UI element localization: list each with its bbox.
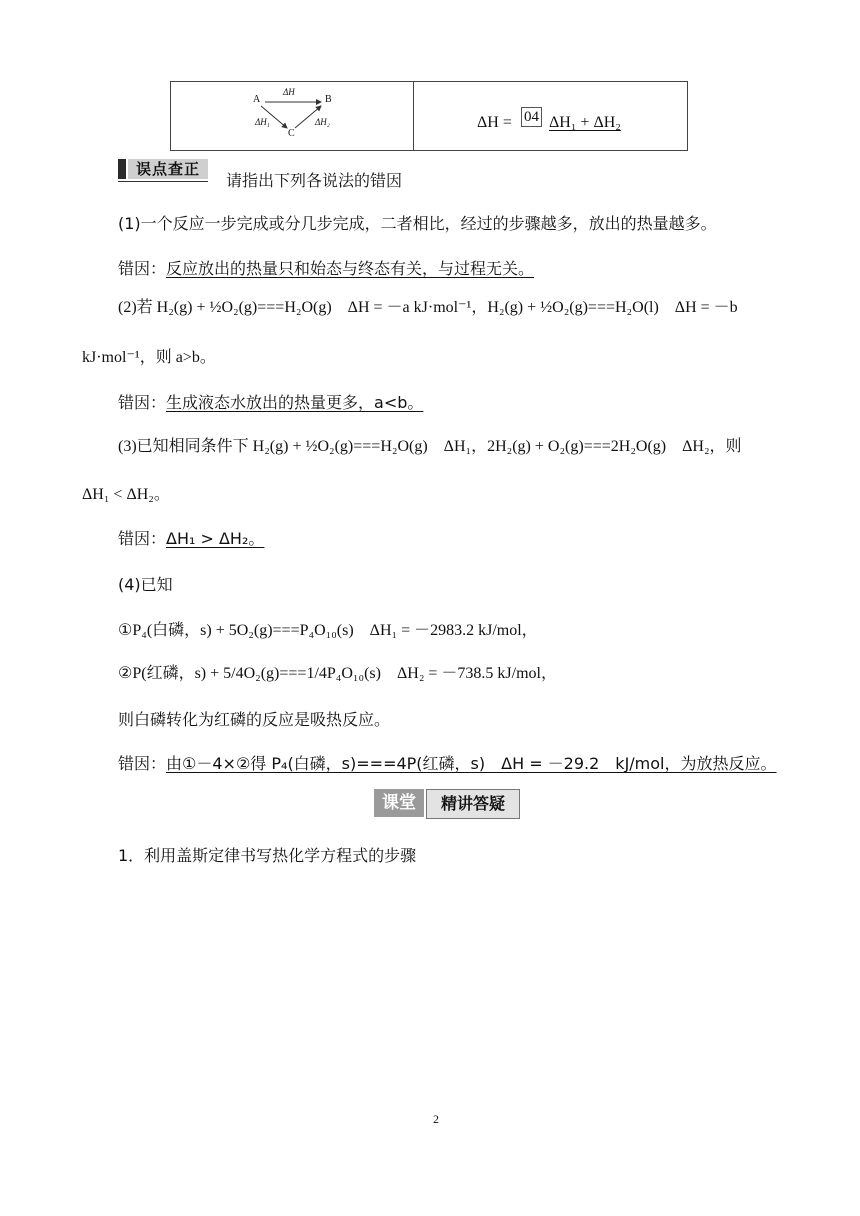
table-divider: [413, 82, 414, 150]
error-text: 反应放出的热量只和始态与终态有关，与过程无关。: [166, 259, 535, 278]
question-4-title: (4)已知: [118, 575, 173, 594]
question-4-eq-2: ②P(红磷，s) + 5/4O₂(g)===1/4P₄O₁₀(s) ΔH₂ = －738.5 kJ/mol，: [118, 665, 557, 682]
diagram-label-top: ΔH: [283, 87, 295, 97]
question-3-line-2: ΔH₁ < ΔH₂。: [82, 486, 170, 503]
section-heading: 1．利用盖斯定律书写热化学方程式的步骤: [118, 846, 417, 865]
banner-bar: [118, 159, 126, 179]
question-3-error: [118, 526, 264, 549]
error-label: 错因：: [118, 259, 167, 278]
error-label: 错因：: [118, 393, 167, 412]
question-4-claim: 则白磷转化为红磷的反应是吸热反应。: [118, 710, 391, 729]
error-label: 错因：: [118, 529, 167, 548]
error-label: 错因：: [118, 754, 167, 773]
hess-law-table: [170, 81, 688, 151]
lecture-banner: [374, 789, 520, 821]
question-2-line-2: kJ·mol⁻¹，则 a>b。: [82, 349, 216, 366]
question-3-line-1: (3)已知相同条件下 H₂(g) + ½O₂(g)===H₂O(g) ΔH₁，2H₂(g) + O₂(g)===2H₂O(g) ΔH₂，则: [118, 438, 742, 455]
banner-title: 请指出下列各说法的错因: [226, 171, 403, 190]
page-number: 2: [433, 1112, 439, 1126]
banner-label: 误点查正: [128, 159, 208, 179]
answer-box: 04: [521, 107, 542, 127]
error-check-banner: [118, 157, 208, 181]
error-text: ΔH₁ > ΔH₂。: [166, 529, 265, 548]
question-4-error: [118, 751, 777, 774]
question-2-error: [118, 390, 423, 413]
question-1-error: [118, 256, 534, 279]
question-2-line-1: (2)若 H₂(g) + ½O₂(g)===H₂O(g) ΔH = －a kJ·mol⁻¹，H₂(g) + ½O₂(g)===H₂O(l) ΔH = －b: [118, 299, 738, 316]
diagram-node-c: C: [288, 128, 295, 139]
banner-rule: [118, 181, 208, 182]
diagram-label-right: ΔH₂: [315, 117, 330, 127]
banner-left: 课堂: [374, 789, 424, 817]
diagram-label-left: ΔH₁: [255, 117, 270, 127]
question-4-eq-1: ①P₄(白磷，s) + 5O₂(g)===P₄O₁₀(s) ΔH₁ = －2983.2 kJ/mol，: [118, 622, 538, 639]
formula-rhs: ΔH₁ + ΔH₂: [549, 114, 621, 131]
banner-right: 精讲答疑: [426, 789, 520, 819]
diagram-node-b: B: [325, 94, 332, 105]
diagram-node-a: A: [253, 94, 261, 105]
error-text: 生成液态水放出的热量更多，a<b。: [166, 393, 424, 412]
question-1-text: (1)一个反应一步完成或分几步完成，二者相比，经过的步骤越多，放出的热量越多。: [118, 214, 717, 233]
formula-lhs: ΔH =: [477, 114, 512, 131]
error-text: 由①－4×②得 P₄(白磷，s)===4P(红磷，s) ΔH = －29.2 kJ/mol，为放热反应。: [166, 754, 777, 773]
